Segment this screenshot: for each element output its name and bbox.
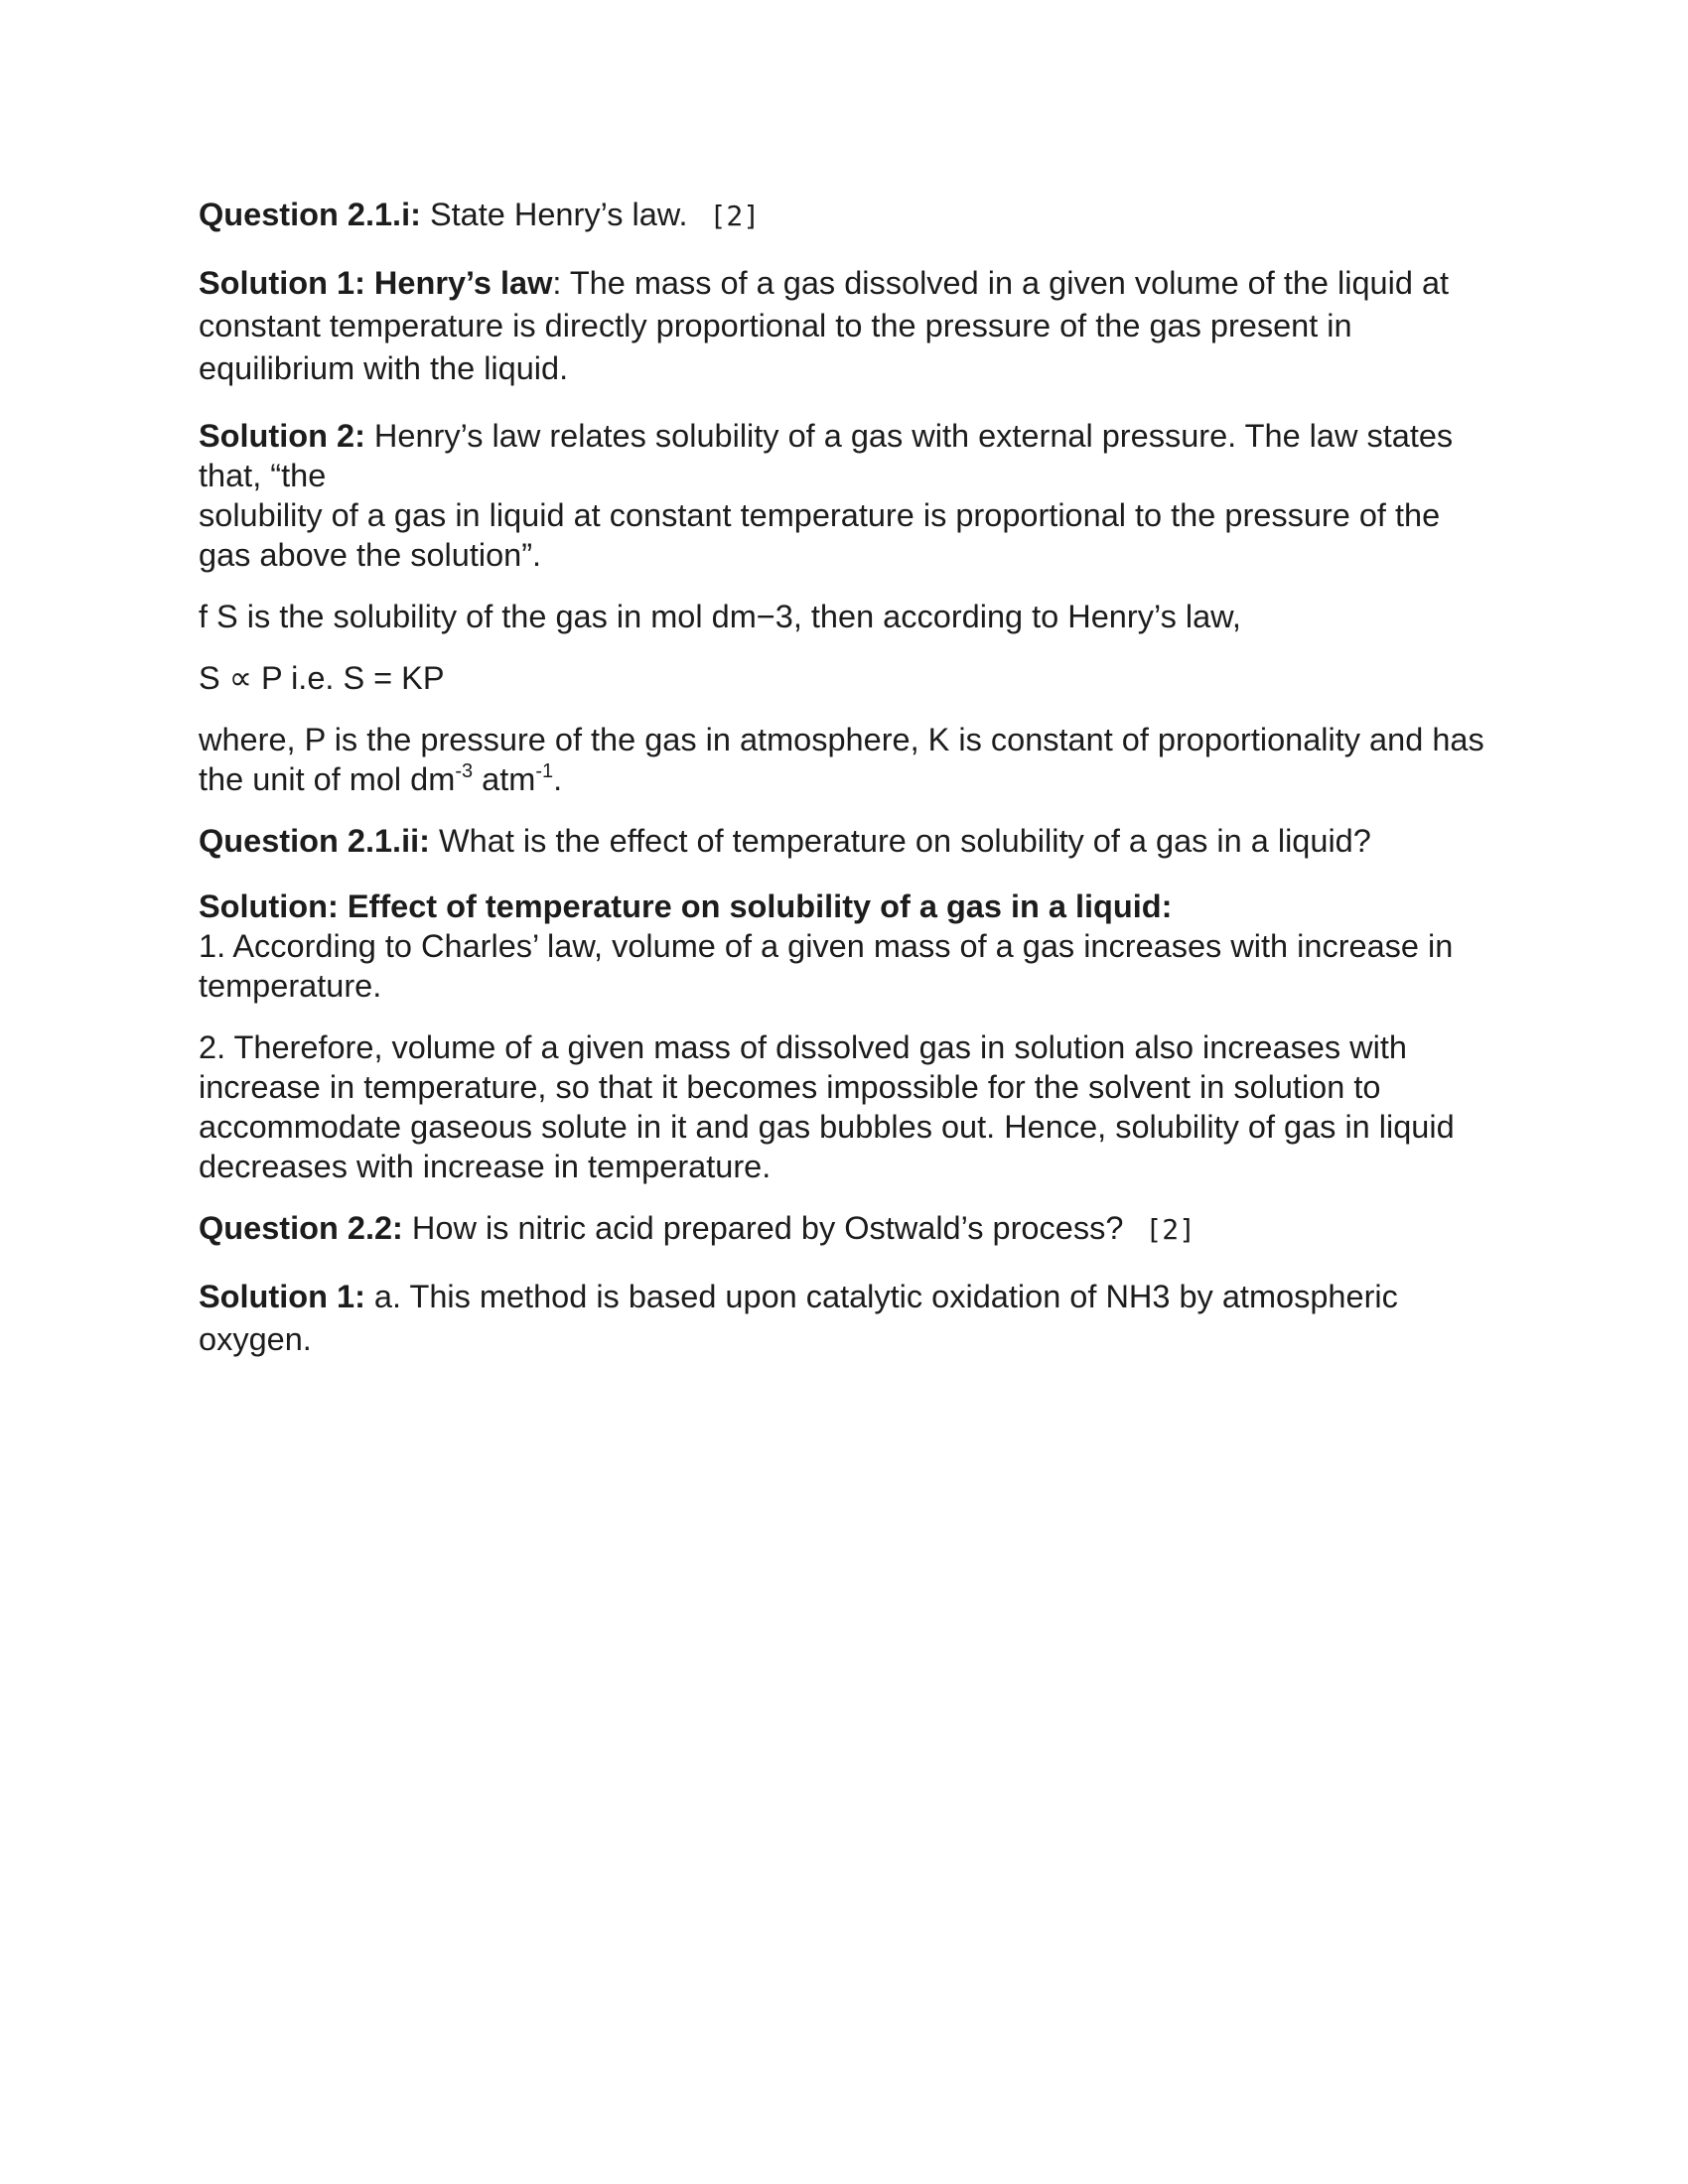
explanation-text: where, P is the pressure of the gas in atmosphere, K is constant of proportionality and has the unit of mol dm: [199, 722, 1484, 797]
document-page: [199, 195, 1494, 1361]
exponent-atm: -1: [535, 760, 554, 782]
marks-badge: [2]: [1145, 1213, 1196, 1246]
solution-heading: Solution: Effect of temperature on solubility of a gas in a liquid:: [199, 888, 1173, 924]
question-2-2: [199, 1208, 1494, 1250]
question-2-1-ii: [199, 821, 1494, 861]
solution-label: Solution 2:: [199, 418, 365, 454]
question-text: State Henry’s law.: [420, 197, 688, 232]
solution-1-ostwald: [199, 1276, 1494, 1361]
question-text: What is the effect of temperature on solubility of a gas in a liquid?: [429, 823, 1371, 859]
solution-1-henrys-law: [199, 262, 1494, 390]
unit-atm: atm: [473, 761, 536, 797]
solution-label: Solution 1: Henry’s law: [199, 265, 553, 301]
period: .: [553, 761, 563, 797]
solution-point-1: 1. According to Charles’ law, volume of a given mass of a gas increases with increase in temperature.: [199, 928, 1454, 1004]
marks-badge: [2]: [709, 200, 761, 232]
exponent-dm: -3: [455, 760, 474, 782]
solution-text: : The mass of a gas dissolved in a given volume of the liquid at constant temperature is directly proportional to the pressure of the gas present in equilibrium with the liquid.: [199, 265, 1450, 386]
solution-2-line-2: solubility of a gas in liquid at constant temperature is proportional to the pressure of the gas above the solution”.: [199, 497, 1441, 573]
question-label: Question 2.1.ii:: [199, 823, 430, 859]
solution-text: Henry’s law relates solubility of a gas with external pressure. The law states that, “the: [199, 418, 1454, 493]
solubility-definition: f S is the solubility of the gas in mol dm−3, then according to Henry’s law,: [199, 599, 1241, 634]
question-label: Question 2.2:: [199, 1210, 403, 1246]
solution-point-2: 2. Therefore, volume of a given mass of dissolved gas in solution also increases with increase in temperature, so that it becomes impossible for the solvent in solution to accommodate gaseous solute in it and gas bubbles out. Hence, solubility of gas in liquid decreases with increase in temperature.: [199, 1029, 1455, 1184]
question-2-1-i: [199, 195, 1494, 236]
solution-text: a. This method is based upon catalytic oxidation of NH3 by atmospheric oxygen.: [199, 1279, 1398, 1357]
formula-explanation: [199, 720, 1494, 799]
solution-label: Solution 1:: [199, 1279, 365, 1314]
solution-2-line-1: [199, 416, 1494, 495]
question-label: Question 2.1.i:: [199, 197, 421, 232]
question-text: How is nitric acid prepared by Ostwald’s process?: [402, 1210, 1124, 1246]
henry-formula: S ∝ P i.e. S = KP: [199, 660, 445, 696]
